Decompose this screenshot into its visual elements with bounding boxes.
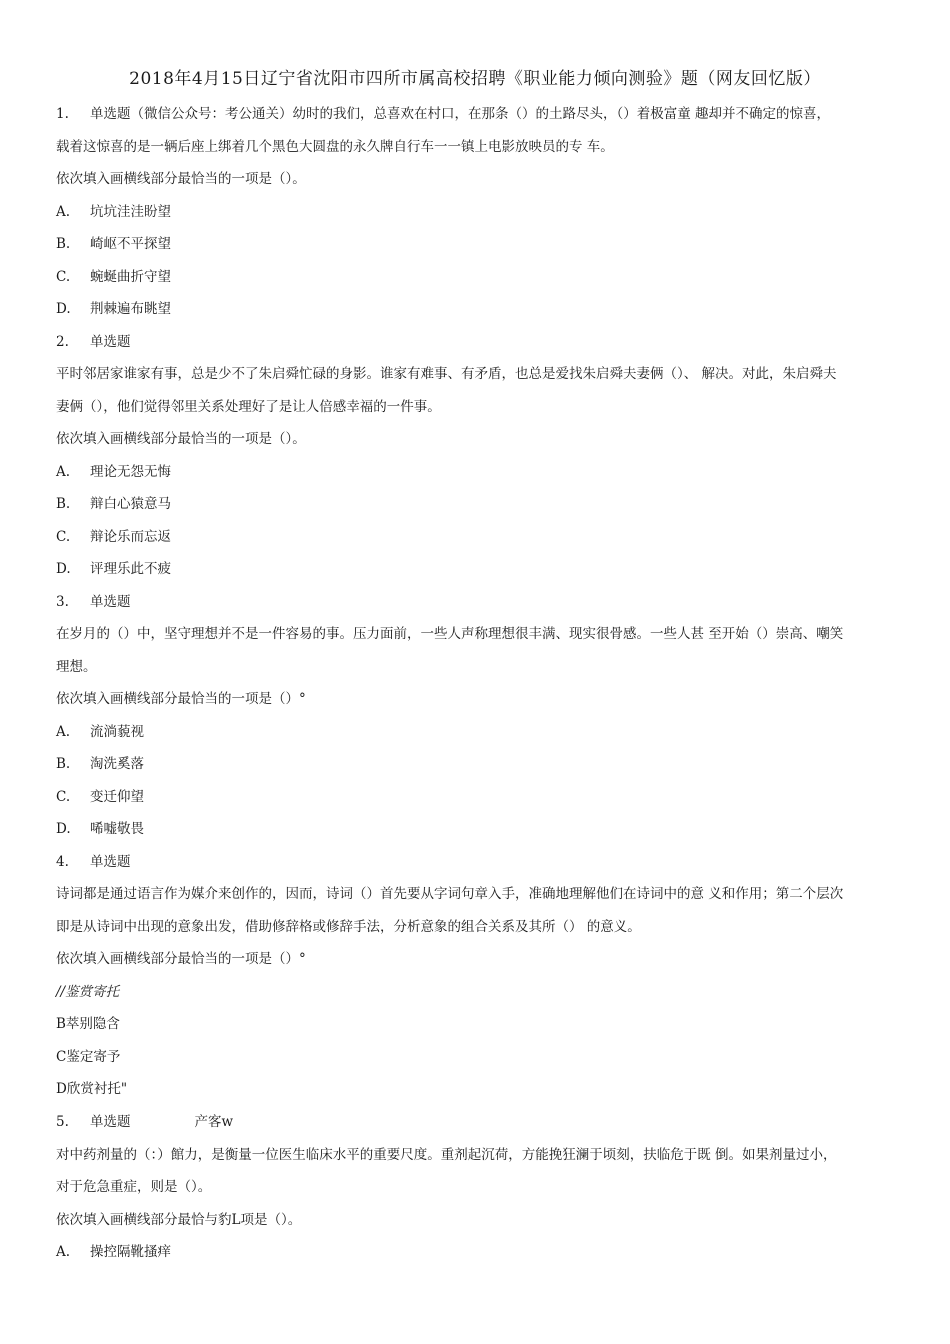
q5-number: 5. (56, 1114, 69, 1130)
q1-stem-2: 载着这惊喜的是一辆后座上绑着几个黑色大圆盘的永久牌自行车一一镇上电影放映员的专 车。 (56, 139, 614, 155)
q1-prompt: 依次填入画横线部分最恰当的一项是（）。 (56, 171, 306, 187)
q2-option-a-label: A. (56, 464, 71, 480)
q5-stem-2: 对于危急重症，则是（）。 (56, 1179, 212, 1195)
q3-stem-2: 理想。 (56, 659, 97, 675)
q2-stem-2: 妻俩（），他们觉得邻里关系处理好了是让人倍感幸福的一件事。 (56, 399, 441, 415)
q2-option-a-text: 理论无怨无悔 (90, 464, 171, 480)
q3-number: 3. (56, 594, 69, 610)
q3-option-d-text: 唏嘘敬畏 (90, 821, 144, 837)
q4-option-b: B萃别隐含 (56, 1016, 120, 1032)
q4-option-d: D欣赏衬托" (56, 1081, 128, 1097)
q5-option-a-text: 操控隔靴搔痒 (90, 1244, 171, 1260)
q1-option-a-text: 坑坑洼洼盼望 (90, 204, 171, 220)
q2-option-c-text: 辩论乐而忘返 (90, 529, 171, 545)
q2-option-b-label: B. (56, 496, 71, 512)
q2-option-c-label: C. (56, 529, 71, 545)
q3-type: 单选题 (90, 594, 131, 610)
q1-option-b-label: B. (56, 236, 71, 252)
q2-option-d-label: D. (56, 561, 71, 577)
q3-prompt: 依次填入画横线部分最恰当的一项是（）° (56, 691, 306, 707)
q3-option-a (56, 720, 144, 740)
q5-extra-text: 产客w (194, 1114, 234, 1130)
q3-stem-1: 在岁月的（）中，坚守理想并不是一件容易的事。压力面前，一些人声称理想很丰满、现实很骨感。一些人甚 至开始（）崇高、嘲笑 (56, 626, 844, 642)
q1-number: 1. (56, 106, 69, 122)
q5-option-a (56, 1240, 171, 1260)
q1-option-c (56, 265, 171, 285)
q1-stem-1: 单选题（微信公众号：考公通关）幼时的我们，总喜欢在村口，在那条（）的土路尽头，（）着极富童 趣却并不确定的惊喜， (90, 106, 831, 122)
q2-header (56, 330, 131, 350)
q5-type: 单选题 (90, 1114, 131, 1130)
q2-option-d (56, 557, 171, 577)
q2-option-d-text: 评理乐此不疲 (90, 561, 171, 577)
q2-prompt: 依次填入画横线部分最恰当的一项是（）。 (56, 431, 306, 447)
q2-stem-1: 平时邻居家谁家有事，总是少不了朱启舜忙碌的身影。谁家有难事、有矛盾，也总是爱找朱启舜夫妻俩（）、 解决。对此，朱启舜夫 (56, 366, 837, 382)
q1-option-a-label: A. (56, 204, 71, 220)
q4-prompt: 依次填入画横线部分最恰当的一项是（）° (56, 951, 306, 967)
q2-option-b-text: 辩白心猿意马 (90, 496, 171, 512)
q5-header (56, 1110, 233, 1130)
q4-option-c: C鉴定寄予 (56, 1049, 121, 1065)
q4-stem-2: 即是从诗词中出现的意象出发，借助修辞格或修辞手法，分析意象的组合关系及其所（） 的意义。 (56, 919, 641, 935)
q1-option-c-label: C. (56, 269, 71, 285)
q1-option-d-text: 荆棘遍布眺望 (90, 301, 171, 317)
q5-option-a-label: A. (56, 1244, 71, 1260)
q2-option-a (56, 460, 171, 480)
q5-stem-1: 对中药剂量的（：）館力，是衡量一位医生临床水平的重要尺度。重剂起沉荷，方能挽狂澜于顷刻，扶临危于既 倒。如果剂量过小， (56, 1147, 837, 1163)
q1-option-c-text: 蜿蜒曲折守望 (90, 269, 171, 285)
q3-option-b-label: B. (56, 756, 71, 772)
q1-option-a (56, 200, 171, 220)
q1-option-d-label: D. (56, 301, 71, 317)
q1-option-d (56, 297, 171, 317)
q2-option-c (56, 525, 171, 545)
q3-option-a-label: A. (56, 724, 71, 740)
q2-type: 单选题 (90, 334, 131, 350)
q1-option-b (56, 232, 171, 252)
page-title: 2018年4月15日辽宁省沈阳市四所市属高校招聘《职业能力倾向测验》题（网友回忆版） (129, 69, 821, 89)
q1-option-b-text: 崎岖不平探望 (90, 236, 171, 252)
q3-header (56, 590, 131, 610)
q3-option-d (56, 817, 144, 837)
q2-number: 2. (56, 334, 69, 350)
q2-option-b (56, 492, 171, 512)
q3-option-c-text: 变迁仰望 (90, 789, 144, 805)
q4-header (56, 850, 131, 870)
q4-number: 4. (56, 854, 69, 870)
q3-option-d-label: D. (56, 821, 71, 837)
q3-option-b (56, 752, 144, 772)
q1-line1 (56, 102, 830, 122)
q4-option-a: //鉴赏寄托 (56, 984, 120, 1000)
q4-type: 单选题 (90, 854, 131, 870)
q5-prompt: 依次填入画横线部分最恰与豹L项是（）。 (56, 1212, 302, 1228)
q3-option-c-label: C. (56, 789, 71, 805)
q3-option-a-text: 流淌藐视 (90, 724, 144, 740)
q3-option-b-text: 淘洗奚落 (90, 756, 144, 772)
q3-option-c (56, 785, 144, 805)
q4-stem-1: 诗词都是通过语言作为媒介来创作的，因而，诗词（）首先要从字词句章入手，准确地理解他们在诗词中的意 义和作用；第二个层次 (56, 886, 844, 902)
